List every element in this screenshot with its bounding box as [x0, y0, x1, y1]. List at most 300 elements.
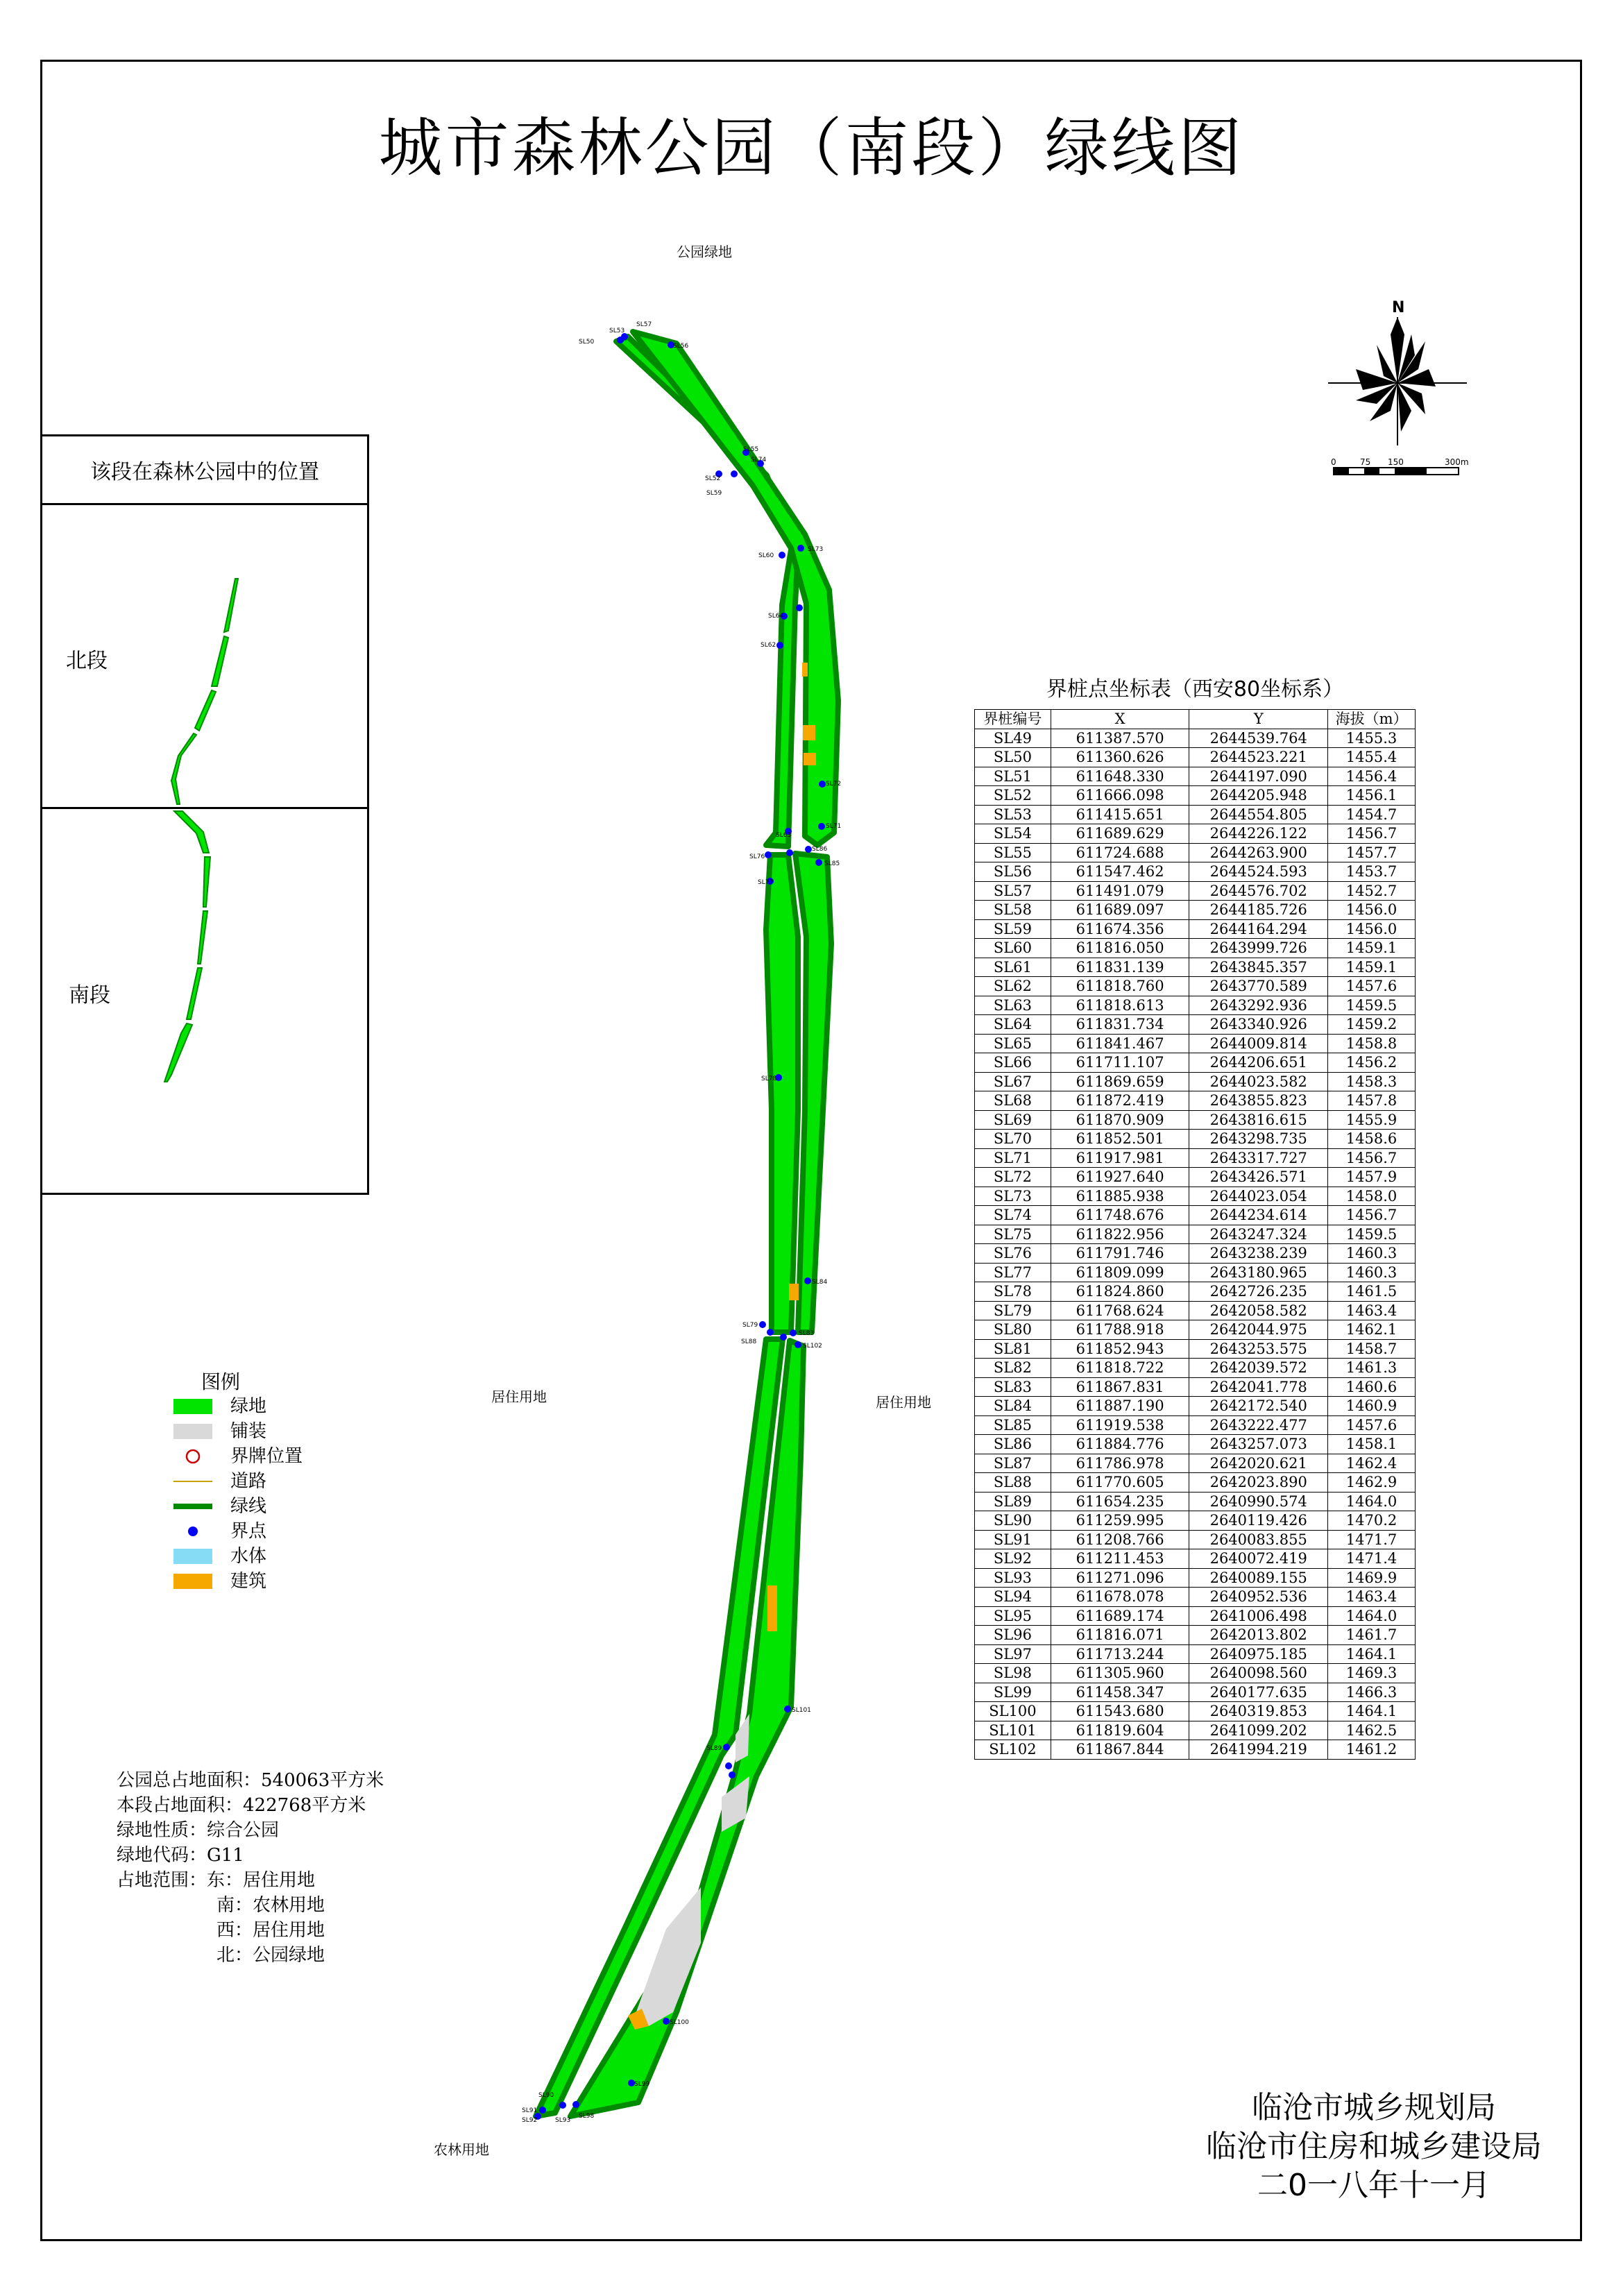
table-row — [975, 1110, 1416, 1130]
cell-id: SL70 — [975, 1130, 1051, 1149]
svg-text:SL64: SL64 — [768, 613, 784, 620]
info-range-south: 南：农林用地 — [216, 1895, 325, 1916]
cell-x: 611841.467 — [1051, 1034, 1189, 1053]
cell-elevation: 1461.7 — [1328, 1626, 1416, 1645]
cell-id: SL59 — [975, 919, 1051, 939]
cell-y: 2644205.948 — [1189, 786, 1328, 806]
cell-id: SL79 — [975, 1301, 1051, 1320]
table-row — [975, 1721, 1416, 1740]
cell-x: 611689.097 — [1051, 901, 1189, 920]
cell-elevation: 1461.5 — [1328, 1282, 1416, 1302]
cell-x: 611870.909 — [1051, 1110, 1189, 1130]
cell-elevation: 1456.4 — [1328, 767, 1416, 786]
cell-x: 611852.501 — [1051, 1130, 1189, 1149]
cell-y: 2642044.975 — [1189, 1320, 1328, 1340]
svg-text:SL52: SL52 — [705, 475, 721, 482]
cell-elevation: 1471.4 — [1328, 1549, 1416, 1569]
table-row — [975, 939, 1416, 958]
cell-y: 2640119.426 — [1189, 1511, 1328, 1531]
cell-id: SL91 — [975, 1530, 1051, 1549]
svg-text:SL57: SL57 — [636, 321, 652, 328]
cell-y: 2640072.419 — [1189, 1549, 1328, 1569]
cell-y: 2644009.814 — [1189, 1034, 1328, 1053]
cell-id: SL71 — [975, 1148, 1051, 1168]
svg-text:SL59: SL59 — [706, 490, 722, 497]
cell-x: 611809.099 — [1051, 1263, 1189, 1282]
table-row — [975, 729, 1416, 748]
inset-south-label: 南段 — [69, 983, 110, 1007]
map-title: 城市森林公园（南段）绿线图 — [378, 111, 1245, 185]
legend-label: 绿线 — [230, 1496, 267, 1517]
cell-elevation: 1463.4 — [1328, 1588, 1416, 1607]
cell-id: SL102 — [975, 1740, 1051, 1760]
cell-x: 611208.766 — [1051, 1530, 1189, 1549]
cell-x: 611360.626 — [1051, 748, 1189, 767]
issuer-line-1: 临沧市城乡规划局 — [1252, 2090, 1496, 2125]
svg-text:SL86: SL86 — [812, 846, 828, 853]
table-row — [975, 1435, 1416, 1454]
cell-y: 2640083.855 — [1189, 1530, 1328, 1549]
legend-label: 绿地 — [230, 1396, 267, 1417]
inset-map — [42, 436, 367, 1193]
svg-text:SL99: SL99 — [634, 2081, 650, 2088]
cell-x: 611917.981 — [1051, 1148, 1189, 1168]
cell-x: 611816.071 — [1051, 1626, 1189, 1645]
svg-text:SL72: SL72 — [826, 781, 842, 788]
svg-text:SL93: SL93 — [555, 2117, 571, 2124]
cell-id: SL89 — [975, 1492, 1051, 1511]
cell-y: 2644524.593 — [1189, 862, 1328, 882]
green-corridor — [536, 332, 838, 2116]
table-row — [975, 1034, 1416, 1053]
legend-sign-circle-icon — [173, 1449, 212, 1464]
cell-x: 611211.453 — [1051, 1549, 1189, 1569]
scale-tick-3: 300m — [1445, 457, 1469, 467]
legend-water-swatch — [173, 1549, 212, 1564]
cell-id: SL73 — [975, 1187, 1051, 1206]
cell-id: SL84 — [975, 1397, 1051, 1416]
cell-x: 611711.107 — [1051, 1053, 1189, 1073]
cell-y: 2640990.574 — [1189, 1492, 1328, 1511]
cell-elevation: 1460.9 — [1328, 1397, 1416, 1416]
svg-text:SL101: SL101 — [792, 1707, 811, 1714]
info-code: 绿地代码：G11 — [117, 1845, 244, 1866]
cell-y: 2644226.122 — [1189, 824, 1328, 844]
cell-elevation: 1456.1 — [1328, 786, 1416, 806]
cell-id: SL57 — [975, 881, 1051, 901]
cell-x: 611654.235 — [1051, 1492, 1189, 1511]
table-row — [975, 1091, 1416, 1111]
cell-elevation: 1461.2 — [1328, 1740, 1416, 1760]
table-row — [975, 862, 1416, 882]
cell-elevation: 1466.3 — [1328, 1683, 1416, 1702]
cell-x: 611271.096 — [1051, 1568, 1189, 1588]
cell-id: SL72 — [975, 1168, 1051, 1187]
cell-elevation: 1461.3 — [1328, 1359, 1416, 1378]
svg-text:SL63: SL63 — [776, 832, 792, 839]
table-row — [975, 1397, 1416, 1416]
table-row — [975, 1568, 1416, 1588]
inset-title: 该段在森林公园中的位置 — [42, 436, 367, 505]
header-y: Y — [1189, 710, 1328, 729]
legend-greenline-icon — [173, 1499, 212, 1514]
cell-y: 2643247.324 — [1189, 1225, 1328, 1244]
table-row — [975, 1301, 1416, 1320]
cell-x: 611786.978 — [1051, 1454, 1189, 1473]
cell-y: 2641006.498 — [1189, 1606, 1328, 1626]
info-range-west: 西：居住用地 — [216, 1920, 325, 1941]
cell-x: 611822.956 — [1051, 1225, 1189, 1244]
cell-elevation: 1469.9 — [1328, 1568, 1416, 1588]
table-row — [975, 1320, 1416, 1340]
table-row — [975, 1168, 1416, 1187]
cell-x: 611788.918 — [1051, 1320, 1189, 1340]
cell-y: 2644539.764 — [1189, 729, 1328, 748]
cell-x: 611415.651 — [1051, 805, 1189, 824]
table-row — [975, 1511, 1416, 1531]
scale-bar — [1331, 457, 1469, 475]
table-row — [975, 1664, 1416, 1683]
legend-item-green — [173, 1395, 354, 1418]
cell-elevation: 1457.6 — [1328, 977, 1416, 996]
svg-text:SL91: SL91 — [522, 2107, 538, 2114]
cell-y: 2640952.536 — [1189, 1588, 1328, 1607]
cell-id: SL62 — [975, 977, 1051, 996]
cell-elevation: 1460.6 — [1328, 1377, 1416, 1397]
legend-label: 界牌位置 — [230, 1446, 303, 1467]
legend-paving-swatch — [173, 1424, 212, 1439]
cell-elevation: 1458.0 — [1328, 1187, 1416, 1206]
cell-elevation: 1456.2 — [1328, 1053, 1416, 1073]
cell-id: SL50 — [975, 748, 1051, 767]
cell-x: 611770.605 — [1051, 1473, 1189, 1493]
cell-id: SL54 — [975, 824, 1051, 844]
cell-id: SL60 — [975, 939, 1051, 958]
svg-text:SL60: SL60 — [758, 552, 774, 559]
cell-x: 611867.831 — [1051, 1377, 1189, 1397]
cell-y: 2644554.805 — [1189, 805, 1328, 824]
cell-x: 611819.604 — [1051, 1721, 1189, 1740]
cell-id: SL76 — [975, 1244, 1051, 1264]
svg-text:SL56: SL56 — [673, 343, 689, 350]
svg-text:SL98: SL98 — [579, 2113, 595, 2120]
cell-elevation: 1457.7 — [1328, 843, 1416, 862]
cell-x: 611919.538 — [1051, 1415, 1189, 1435]
cell-id: SL81 — [975, 1339, 1051, 1359]
cell-elevation: 1459.5 — [1328, 1225, 1416, 1244]
cell-x: 611831.139 — [1051, 958, 1189, 977]
cell-y: 2643257.073 — [1189, 1435, 1328, 1454]
label-south-land: 农林用地 — [434, 2141, 489, 2158]
table-row — [975, 1377, 1416, 1397]
cell-id: SL83 — [975, 1377, 1051, 1397]
cell-y: 2643222.477 — [1189, 1415, 1328, 1435]
cell-x: 611674.356 — [1051, 919, 1189, 939]
cell-y: 2640177.635 — [1189, 1683, 1328, 1702]
cell-id: SL53 — [975, 805, 1051, 824]
cell-id: SL94 — [975, 1588, 1051, 1607]
cell-x: 611666.098 — [1051, 786, 1189, 806]
svg-text:SL73: SL73 — [808, 546, 824, 553]
cell-id: SL82 — [975, 1359, 1051, 1378]
cell-id: SL100 — [975, 1702, 1051, 1721]
coord-table-title: 界桩点坐标表（西安80坐标系） — [1046, 677, 1344, 701]
legend-point-dot-icon — [173, 1524, 212, 1539]
cell-x: 611689.629 — [1051, 824, 1189, 844]
cell-elevation: 1462.9 — [1328, 1473, 1416, 1493]
cell-y: 2643180.965 — [1189, 1263, 1328, 1282]
cell-y: 2644023.054 — [1189, 1187, 1328, 1206]
label-north-land: 公园绿地 — [677, 244, 732, 260]
cell-id: SL87 — [975, 1454, 1051, 1473]
table-row — [975, 1683, 1416, 1702]
legend-label: 道路 — [230, 1471, 267, 1492]
scale-tick-1: 75 — [1360, 457, 1371, 467]
issuer-line-2: 临沧市住房和城乡建设局 — [1206, 2129, 1542, 2164]
legend-label: 界点 — [230, 1521, 267, 1542]
cell-elevation: 1470.2 — [1328, 1511, 1416, 1531]
table-row — [975, 1454, 1416, 1473]
cell-x: 611816.050 — [1051, 939, 1189, 958]
cell-elevation: 1458.7 — [1328, 1339, 1416, 1359]
cell-x: 611543.680 — [1051, 1702, 1189, 1721]
svg-text:SL84: SL84 — [812, 1279, 828, 1286]
header-id: 界桩编号 — [975, 710, 1051, 729]
cell-elevation: 1462.5 — [1328, 1721, 1416, 1740]
cell-y: 2642041.778 — [1189, 1377, 1328, 1397]
cell-x: 611387.570 — [1051, 729, 1189, 748]
cell-id: SL52 — [975, 786, 1051, 806]
cell-id: SL88 — [975, 1473, 1051, 1493]
cell-y: 2644185.726 — [1189, 901, 1328, 920]
cell-y: 2643999.726 — [1189, 939, 1328, 958]
cell-elevation: 1460.3 — [1328, 1244, 1416, 1264]
legend-item-road — [173, 1470, 354, 1493]
cell-id: SL63 — [975, 996, 1051, 1015]
svg-text:SL89: SL89 — [706, 1745, 722, 1752]
header-x: X — [1051, 710, 1189, 729]
table-row — [975, 1606, 1416, 1626]
cell-x: 611884.776 — [1051, 1435, 1189, 1454]
compass-north-letter: N — [1392, 299, 1405, 316]
cell-elevation: 1459.2 — [1328, 1015, 1416, 1035]
cell-elevation: 1455.3 — [1328, 729, 1416, 748]
cell-y: 2643317.727 — [1189, 1148, 1328, 1168]
cell-y: 2640098.560 — [1189, 1664, 1328, 1683]
cell-id: SL78 — [975, 1282, 1051, 1302]
cell-y: 2641099.202 — [1189, 1721, 1328, 1740]
cell-id: SL49 — [975, 729, 1051, 748]
table-row — [975, 1530, 1416, 1549]
cell-id: SL61 — [975, 958, 1051, 977]
cell-elevation: 1458.6 — [1328, 1130, 1416, 1149]
cell-x: 611713.244 — [1051, 1644, 1189, 1664]
cell-y: 2644576.702 — [1189, 881, 1328, 901]
table-row — [975, 977, 1416, 996]
info-range-north: 北：公园绿地 — [216, 1945, 325, 1966]
location-inset — [40, 434, 369, 1195]
table-row — [975, 748, 1416, 767]
cell-x: 611491.079 — [1051, 881, 1189, 901]
svg-text:SL77: SL77 — [758, 879, 774, 886]
table-row — [975, 843, 1416, 862]
cell-x: 611852.943 — [1051, 1339, 1189, 1359]
table-row — [975, 786, 1416, 806]
cell-y: 2643816.615 — [1189, 1110, 1328, 1130]
table-row — [975, 1206, 1416, 1225]
table-row — [975, 767, 1416, 786]
cell-x: 611305.960 — [1051, 1664, 1189, 1683]
cell-x: 611547.462 — [1051, 862, 1189, 882]
cell-elevation: 1454.7 — [1328, 805, 1416, 824]
cell-y: 2642726.235 — [1189, 1282, 1328, 1302]
svg-text:SL100: SL100 — [670, 2019, 689, 2026]
svg-text:SL74: SL74 — [751, 457, 767, 464]
cell-x: 611872.419 — [1051, 1091, 1189, 1111]
cell-id: SL101 — [975, 1721, 1051, 1740]
cell-x: 611648.330 — [1051, 767, 1189, 786]
info-section-area: 本段占地面积：422768平方米 — [117, 1795, 366, 1816]
table-row — [975, 1187, 1416, 1206]
table-row — [975, 1626, 1416, 1645]
table-row — [975, 1740, 1416, 1760]
cell-elevation: 1453.7 — [1328, 862, 1416, 882]
table-row — [975, 1053, 1416, 1073]
table-row — [975, 1148, 1416, 1168]
scale-tick-0: 0 — [1331, 457, 1336, 467]
cell-id: SL93 — [975, 1568, 1051, 1588]
svg-text:SL53: SL53 — [609, 328, 625, 334]
info-nature: 绿地性质：综合公园 — [117, 1820, 280, 1841]
cell-elevation: 1455.4 — [1328, 748, 1416, 767]
cell-elevation: 1462.4 — [1328, 1454, 1416, 1473]
table-row — [975, 1588, 1416, 1607]
svg-text:SL55: SL55 — [743, 446, 759, 453]
table-row — [975, 1282, 1416, 1302]
cell-id: SL86 — [975, 1435, 1051, 1454]
table-row — [975, 1702, 1416, 1721]
cell-y: 2644523.221 — [1189, 748, 1328, 767]
cell-id: SL98 — [975, 1664, 1051, 1683]
table-row — [975, 1644, 1416, 1664]
svg-text:SL76: SL76 — [749, 853, 765, 860]
table-row — [975, 1130, 1416, 1149]
table-row — [975, 1549, 1416, 1569]
cell-id: SL51 — [975, 767, 1051, 786]
coord-table — [974, 709, 1416, 1760]
table-row — [975, 1072, 1416, 1091]
cell-y: 2641994.219 — [1189, 1740, 1328, 1760]
legend-title: 图例 — [201, 1370, 241, 1393]
cell-x: 611748.676 — [1051, 1206, 1189, 1225]
issuer-block — [1180, 2089, 1568, 2205]
cell-id: SL95 — [975, 1606, 1051, 1626]
cell-x: 611678.078 — [1051, 1588, 1189, 1607]
label-west-land: 居住用地 — [491, 1388, 547, 1405]
cell-y: 2640089.155 — [1189, 1568, 1328, 1588]
table-row — [975, 901, 1416, 920]
green-area-east-upper — [633, 332, 838, 845]
cell-y: 2642039.572 — [1189, 1359, 1328, 1378]
coord-table-body — [975, 729, 1416, 1759]
svg-text:SL90: SL90 — [538, 2092, 554, 2099]
cell-id: SL90 — [975, 1511, 1051, 1531]
cell-id: SL77 — [975, 1263, 1051, 1282]
cell-elevation: 1458.8 — [1328, 1034, 1416, 1053]
legend-green-swatch — [173, 1399, 212, 1414]
cell-elevation: 1456.0 — [1328, 901, 1416, 920]
legend-item-point — [173, 1520, 354, 1543]
cell-y: 2642013.802 — [1189, 1626, 1328, 1645]
cell-y: 2644197.090 — [1189, 767, 1328, 786]
info-total-area: 公园总占地面积：540063平方米 — [117, 1770, 384, 1791]
svg-text:SL71: SL71 — [826, 823, 842, 830]
cell-elevation: 1464.0 — [1328, 1492, 1416, 1511]
cell-x: 611458.347 — [1051, 1683, 1189, 1702]
cell-x: 611259.995 — [1051, 1511, 1189, 1531]
cell-x: 611927.640 — [1051, 1168, 1189, 1187]
table-row — [975, 1225, 1416, 1244]
cell-elevation: 1459.5 — [1328, 996, 1416, 1015]
cell-elevation: 1459.1 — [1328, 958, 1416, 977]
cell-x: 611818.722 — [1051, 1359, 1189, 1378]
cell-id: SL68 — [975, 1091, 1051, 1111]
info-range-east: 占地范围：东：居住用地 — [117, 1870, 316, 1891]
compass-rose — [1328, 299, 1467, 445]
svg-text:SL50: SL50 — [579, 339, 595, 346]
svg-text:SL102: SL102 — [803, 1343, 822, 1350]
cell-y: 2644234.614 — [1189, 1206, 1328, 1225]
cell-id: SL96 — [975, 1626, 1051, 1645]
cell-elevation: 1462.1 — [1328, 1320, 1416, 1340]
cell-y: 2644206.651 — [1189, 1053, 1328, 1073]
cell-elevation: 1457.9 — [1328, 1168, 1416, 1187]
cell-elevation: 1456.0 — [1328, 919, 1416, 939]
cell-y: 2640975.185 — [1189, 1644, 1328, 1664]
cell-y: 2644263.900 — [1189, 843, 1328, 862]
legend-building-swatch — [173, 1574, 212, 1589]
cell-elevation: 1456.7 — [1328, 1206, 1416, 1225]
cell-y: 2642023.890 — [1189, 1473, 1328, 1493]
table-row — [975, 1244, 1416, 1264]
svg-text:SL62: SL62 — [760, 642, 776, 649]
header-elevation: 海拔（m） — [1328, 710, 1416, 729]
cell-x: 611689.174 — [1051, 1606, 1189, 1626]
cell-id: SL85 — [975, 1415, 1051, 1435]
issue-date: 二0一八年十一月 — [1257, 2168, 1490, 2203]
table-row — [975, 1492, 1416, 1511]
legend-item-water — [173, 1545, 354, 1568]
cell-id: SL99 — [975, 1683, 1051, 1702]
cell-id: SL58 — [975, 901, 1051, 920]
cell-x: 611885.938 — [1051, 1187, 1189, 1206]
cell-id: SL69 — [975, 1110, 1051, 1130]
scale-tick-2: 150 — [1388, 457, 1404, 467]
cell-id: SL64 — [975, 1015, 1051, 1035]
table-row — [975, 1015, 1416, 1035]
cell-id: SL97 — [975, 1644, 1051, 1664]
cell-elevation: 1456.7 — [1328, 1148, 1416, 1168]
table-row — [975, 919, 1416, 939]
table-row — [975, 1263, 1416, 1282]
cell-elevation: 1464.1 — [1328, 1644, 1416, 1664]
green-area-west-mid — [766, 855, 798, 1332]
cell-y: 2643238.239 — [1189, 1244, 1328, 1264]
cell-y: 2643298.735 — [1189, 1130, 1328, 1149]
cell-x: 611831.734 — [1051, 1015, 1189, 1035]
table-row — [975, 1339, 1416, 1359]
cell-x: 611824.860 — [1051, 1282, 1189, 1302]
